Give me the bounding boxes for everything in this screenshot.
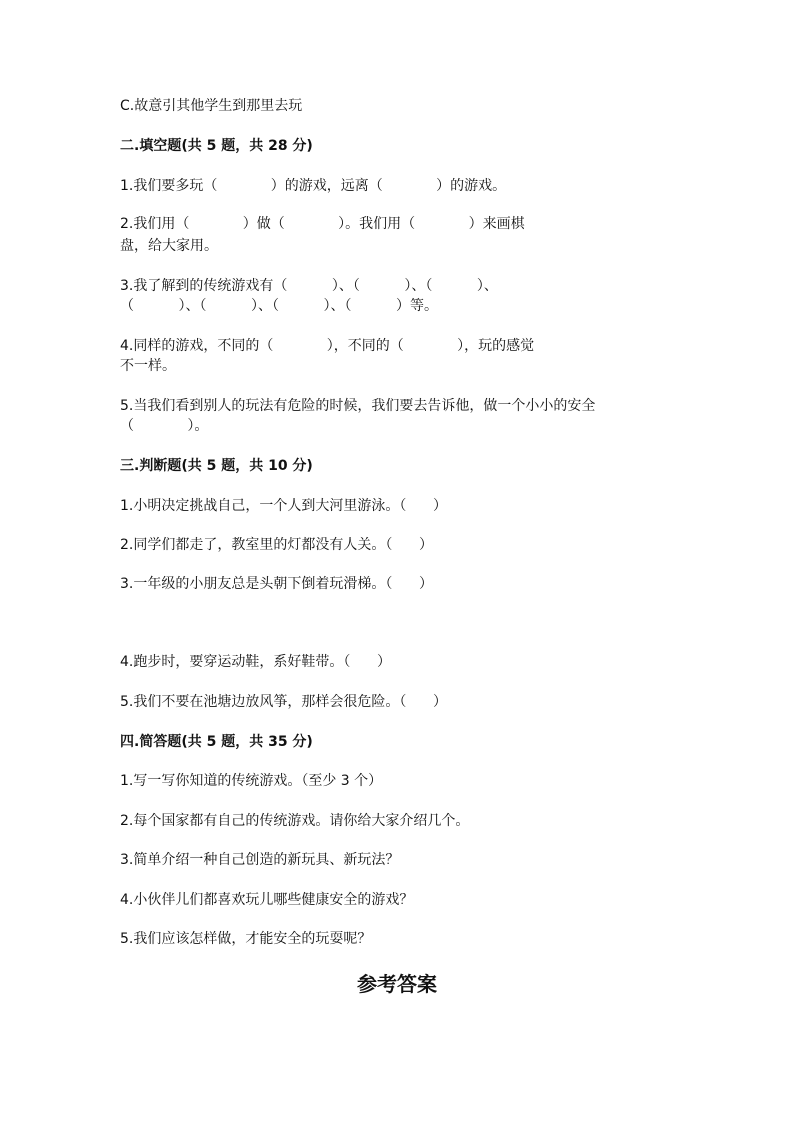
fill-question-2-line1: 2.我们用（ ）做（ ）。我们用（ ）来画棋	[120, 216, 525, 232]
section-heading-short-answer: 四.简答题(共 5 题，共 35 分)	[120, 734, 313, 750]
fill-question-4-line2: 不一样。	[120, 358, 176, 374]
fill-question-4-line1: 4.同样的游戏，不同的（ ），不同的（ ），玩的感觉	[120, 338, 535, 354]
short-question-3: 3.简单介绍一种自己创造的新玩具、新玩法？	[120, 852, 400, 868]
fill-question-2-line2: 盘，给大家用。	[120, 238, 218, 254]
judgment-question-5: 5.我们不要在池塘边放风筝，那样会很危险。（ ）	[120, 694, 448, 710]
judgment-question-4: 4.跑步时，要穿运动鞋，系好鞋带。（ ）	[120, 654, 392, 670]
fill-question-3-line1: 3.我了解到的传统游戏有（ ）、（ ）、（ ）、	[120, 278, 498, 294]
fill-question-3-line2: （ ）、（ ）、（ ）、（ ）等。	[120, 298, 439, 314]
section-heading-judgment: 三.判断题(共 5 题，共 10 分)	[120, 458, 313, 474]
fill-question-5-line2: （ ）。	[120, 418, 209, 434]
fill-question-5-line1: 5.当我们看到别人的玩法有危险的时候，我们要去告诉他，做一个小小的安全	[120, 398, 596, 414]
judgment-question-1: 1.小明决定挑战自己，一个人到大河里游泳。（ ）	[120, 498, 448, 514]
fill-question-1: 1.我们要多玩（ ）的游戏，远离（ ）的游戏。	[120, 178, 507, 194]
short-question-1: 1.写一写你知道的传统游戏。（至少 3 个）	[120, 773, 383, 789]
answer-key-title: 参考答案	[357, 972, 437, 996]
choice-option-c: C.故意引其他学生到那里去玩	[120, 98, 303, 114]
section-heading-fill-blank: 二.填空题(共 5 题，共 28 分)	[120, 138, 313, 154]
short-question-2: 2.每个国家都有自己的传统游戏。请你给大家介绍几个。	[120, 813, 470, 829]
short-question-5: 5.我们应该怎样做，才能安全的玩耍呢？	[120, 931, 372, 947]
judgment-question-3: 3.一年级的小朋友总是头朝下倒着玩滑梯。（ ）	[120, 576, 434, 592]
short-question-4: 4.小伙伴儿们都喜欢玩儿哪些健康安全的游戏？	[120, 892, 414, 908]
judgment-question-2: 2.同学们都走了，教室里的灯都没有人关。（ ）	[120, 537, 434, 553]
